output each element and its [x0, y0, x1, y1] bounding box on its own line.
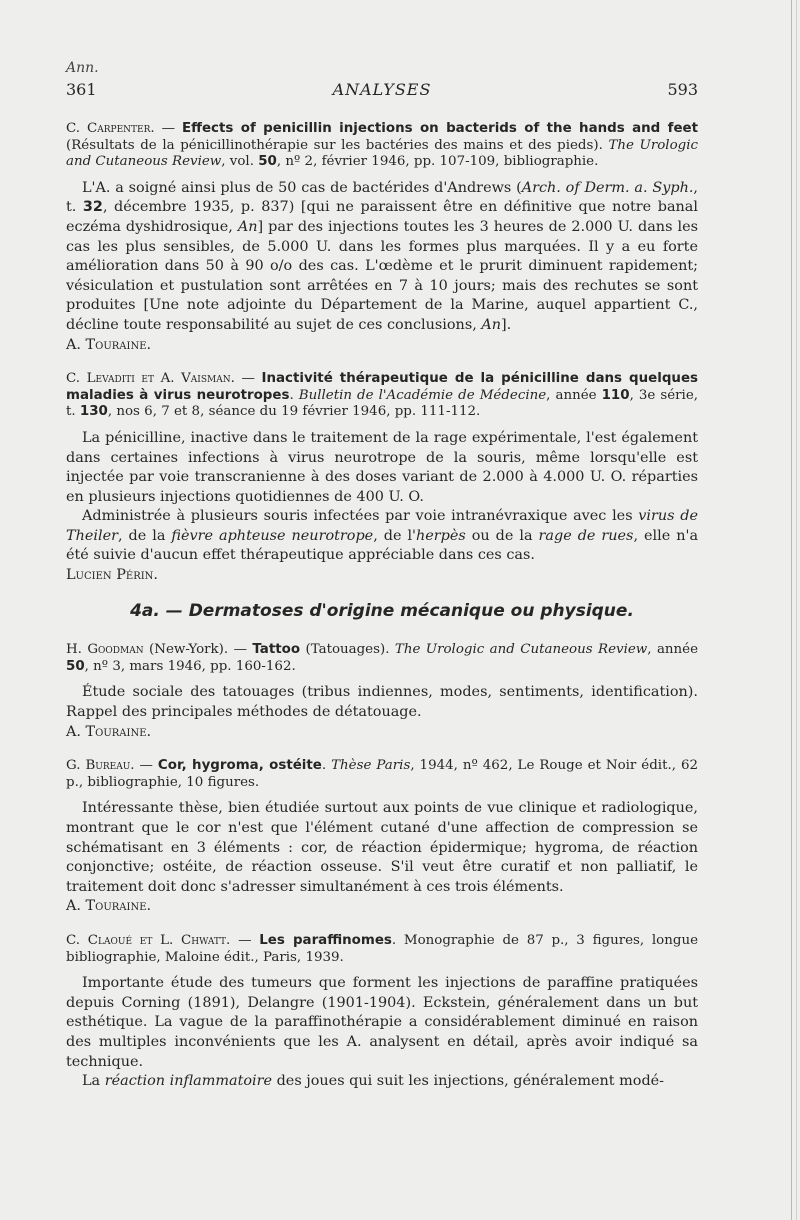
article-title: Effects of penicillin injections on bacterids of the hands and feet [181, 121, 699, 136]
editor-note: An [481, 316, 502, 333]
text-run: ] par des injections toutes les 3 heures de 2.000 U. dans les cas les plus sensibles, de 5.000 U. dans les formes plus marquées. Il y a eu forte amélioration dans 50 à 90 o/o des cas. L'œdème et le prurit diminuent rapidement; vésiculation et pustulation sont arrêtées en 7 à 10 jours; mais des rechutes se sont produites [Une note adjointe du Département de la Marine, auquel appartient C., décline toute responsabilité au sujet de ces conclusions, [66, 218, 698, 333]
reference-text: , vol. [221, 154, 259, 170]
abstract-paragraph [66, 179, 698, 336]
reference-text: , nº 3, mars 1946, pp. 160-162. [84, 658, 296, 674]
running-header [66, 80, 698, 100]
reference [66, 121, 698, 171]
journal-name: The Urologic and Cutaneous Review [394, 642, 648, 658]
emphasis: fièvre aphteuse neurotrope [171, 527, 374, 544]
abstract-entry [66, 758, 698, 917]
volume-number: 50 [258, 154, 277, 170]
article-title: Inactivité thérapeutique de la pénicilline dans quelques maladies à virus neurotropes [66, 371, 698, 403]
text-run: , t. [66, 179, 698, 216]
abstract-entry [66, 642, 698, 742]
author: H. Goodman [66, 642, 144, 658]
journal-name: The Urologic and Cutaneous Review [66, 137, 698, 170]
article-column [66, 121, 698, 1101]
reference [66, 642, 698, 675]
article-title: Cor, hygroma, ostéite [157, 758, 322, 774]
volume-number: 32 [82, 199, 103, 216]
handwritten-annotation: Ann. [66, 60, 99, 76]
running-title: ANALYSES [332, 80, 432, 99]
abstract-paragraph [66, 507, 698, 566]
dash: — [234, 371, 262, 387]
journal-name: Arch. of Derm. a. Syph. [521, 179, 694, 196]
dash: — [134, 758, 158, 774]
text-run: L'A. a soigné ainsi plus de 50 cas de bactérides d'Andrews ( [82, 179, 522, 196]
reference-text: . [321, 758, 332, 774]
text-run: ]. [501, 316, 512, 333]
text-run: , de l' [373, 527, 416, 544]
reference-text: , année [546, 387, 602, 403]
text-run: La [82, 1073, 105, 1090]
abstract-entry [66, 371, 698, 586]
abstract-entry [66, 933, 698, 1092]
reference [66, 758, 698, 791]
marginal-number: 361 [66, 80, 97, 99]
text-run: des joues qui suit les injections, généralement modé- [272, 1073, 665, 1090]
reference-text: . Monographie de 87 p., 3 figures, longue bibliographie, Maloine édit., Paris, 1939. [66, 932, 698, 965]
volume-number: 130 [79, 404, 108, 420]
abstract-entry [66, 121, 698, 355]
author: C. Claoué et L. Chwatt. [66, 932, 231, 948]
page-edge-line [791, 0, 792, 1220]
page-number: 593 [667, 80, 698, 99]
volume-number: 50 [66, 658, 85, 674]
reference-text: , nº 2, février 1946, pp. 107-109, bibliographie. [276, 154, 599, 170]
text-run: , de la [117, 527, 172, 544]
emphasis: virus de Theiler [66, 508, 698, 544]
text-run: , décembre 1935, p. 837) [qui ne paraissent être en définitive que notre banal eczéma dyshidrosique, [66, 199, 698, 235]
emphasis: rage de rues [538, 527, 634, 544]
abstract-paragraph: Étude sociale des tatouages (tribus indiennes, modes, sentiments, identification). Rappel des principales méthodes de détatouage. [66, 684, 698, 721]
author: C. Levaditi et A. Vaisman. [66, 371, 235, 387]
reference-text: (Résultats de la pénicillinothérapie sur les bactéries des mains et des pieds). [66, 137, 609, 153]
emphasis: herpès [416, 527, 466, 544]
article-title: Les paraffinomes [259, 932, 392, 948]
journal-name: Bulletin de l'Académie de Médecine [298, 387, 547, 403]
volume-number: 110 [601, 387, 630, 403]
reference-text: , nos 6, 7 et 8, séance du 19 février 1946, pp. 111-112. [107, 404, 481, 420]
signature: Lucien Périn. [66, 567, 158, 584]
text-run: ou de la [465, 527, 539, 544]
abstract-paragraph [66, 1072, 698, 1092]
page-edge-line [796, 0, 797, 1220]
signature: A. Touraine. [66, 336, 152, 353]
reference-text: , 1944, nº 462, Le Rouge et Noir édit., 62 p., bibliographie, 10 figures. [66, 758, 698, 790]
dash: — [154, 121, 182, 136]
signature: A. Touraine. [66, 723, 152, 740]
abstract-paragraph: Intéressante thèse, bien étudiée surtout aux points de vue clinique et radiologique, montrant que le cor n'est que l'élément cutané d'une affection de compression se schématisant en 3 éléments : cor, de réaction épidermique; hygroma, de réaction conjonctive; ostéite, de réaction osseuse. S'il veut être curatif et non palliatif, le traitement doit donc s'adresser simultanément à ces trois éléments. [66, 800, 698, 895]
text-run: , elle n'a été suivie d'aucun effet thérapeutique appréciable dans ces cas. [66, 527, 699, 564]
reference-text: , 3e série, t. [66, 387, 699, 420]
author: G. Bureau. [66, 758, 135, 774]
emphasis: réaction inflammatoire [104, 1073, 273, 1090]
author: C. Carpenter. [66, 121, 155, 136]
dash: — [230, 932, 260, 948]
abstract-paragraph: La pénicilline, inactive dans le traitement de la rage expérimentale, l'est également dans certaines infections à virus neurotrope de la souris, même lorsqu'elle est injectée par voie transcranienne à des doses variant de 2.000 à 4.000 U. O. réparties en plusieurs injections quotidiennes de 400 U. O. [66, 429, 698, 505]
reference [66, 933, 698, 966]
reference-text: (Tatouages). [300, 642, 395, 658]
journal-name: Thèse Paris [331, 758, 411, 774]
editor-note: An [237, 218, 258, 235]
reference-text: . [289, 387, 299, 403]
author-place: (New-York). [143, 642, 229, 658]
section-heading: 4a. — Dermatoses d'origine mécanique ou physique. [130, 600, 634, 621]
text-run: Administrée à plusieurs souris infectées par voie intranévraxique avec les [82, 508, 639, 525]
signature: A. Touraine. [66, 898, 152, 915]
dash: — [228, 642, 253, 658]
reference [66, 371, 698, 421]
reference-text: , année [647, 642, 699, 658]
article-title: Tattoo [252, 642, 301, 658]
abstract-paragraph: Importante étude des tumeurs que forment les injections de paraffine pratiquées depuis Corning (1891), Delangre (1901-1904). Eckstein, généralement dans un but esthétique. La vague de la paraffinothérapie a considérablement diminué en raison des multiples inconvénients que les A. analysent en détail, après avoir indiqué sa technique. [66, 975, 698, 1070]
